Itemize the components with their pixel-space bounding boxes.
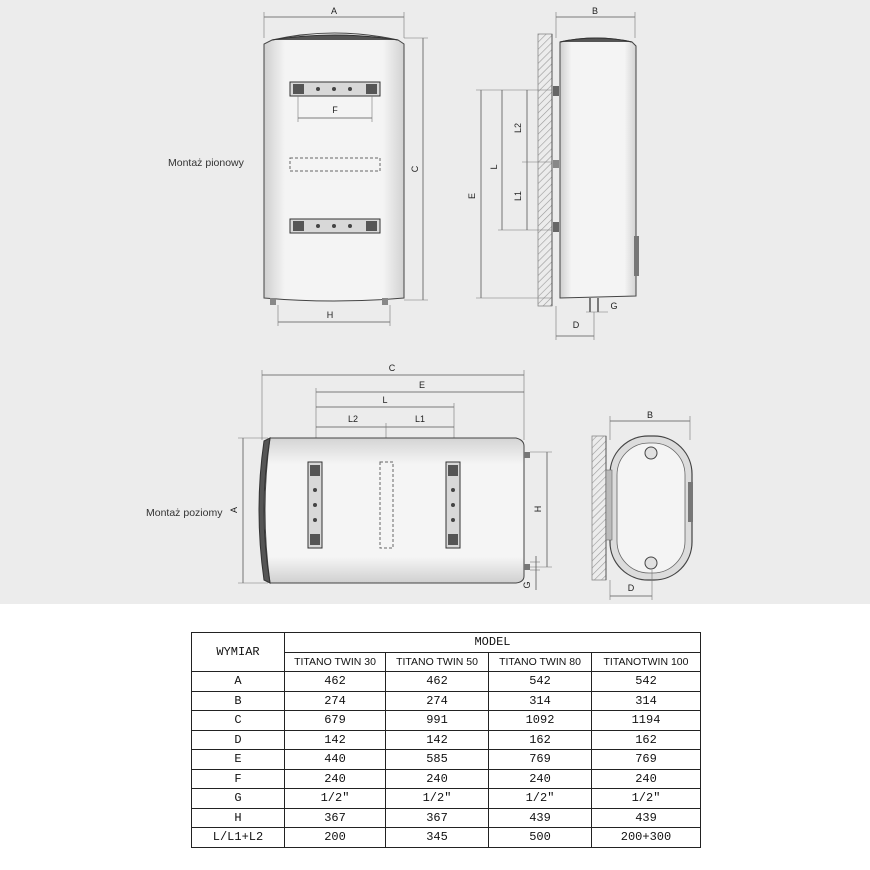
dim-l1-label: L1	[513, 190, 523, 202]
dimension-key: F	[192, 769, 285, 789]
dim-header: WYMIAR	[192, 633, 285, 672]
table-body	[192, 672, 701, 848]
dimension-key: E	[192, 750, 285, 770]
dim-l-label: L	[489, 164, 499, 170]
dimension-value: 274	[285, 691, 386, 711]
dimension-value: 367	[285, 808, 386, 828]
model-name: TITANO TWIN 80	[489, 652, 592, 672]
table-header-row	[192, 633, 701, 653]
dim-d-label: D	[572, 320, 580, 330]
dimension-value: 1194	[592, 711, 701, 731]
dimension-value: 162	[592, 730, 701, 750]
dimension-value: 274	[386, 691, 489, 711]
model-header: MODEL	[285, 633, 701, 653]
table-row	[192, 730, 701, 750]
table-row	[192, 789, 701, 809]
horizontal-side-view	[592, 410, 693, 600]
dim-g-label: G	[610, 301, 618, 311]
dimension-key: L/L1+L2	[192, 828, 285, 848]
dim-h-label: H	[326, 310, 334, 320]
table-row	[192, 828, 701, 848]
dim-e-label: E	[467, 192, 477, 200]
dimension-value: 240	[489, 769, 592, 789]
dimension-value: 200+300	[592, 828, 701, 848]
dimension-key: D	[192, 730, 285, 750]
dimension-value: 1092	[489, 711, 592, 731]
table-row	[192, 711, 701, 731]
dimension-value: 367	[386, 808, 489, 828]
dimension-value: 439	[489, 808, 592, 828]
table-row	[192, 691, 701, 711]
dimension-value: 142	[386, 730, 489, 750]
dim-b-h-label: B	[646, 410, 654, 420]
dim-l1-h-label: L1	[414, 414, 426, 424]
dimension-value: 314	[592, 691, 701, 711]
dimension-value: 345	[386, 828, 489, 848]
dimension-value: 440	[285, 750, 386, 770]
dimension-value: 542	[489, 672, 592, 692]
vertical-side-view	[467, 6, 639, 340]
dimension-value: 142	[285, 730, 386, 750]
dimension-value: 679	[285, 711, 386, 731]
dimension-key: B	[192, 691, 285, 711]
vertical-front-view	[264, 6, 428, 326]
model-name: TITANOTWIN 100	[592, 652, 701, 672]
dimension-value: 240	[285, 769, 386, 789]
horizontal-mount-label: Montaż poziomy	[146, 507, 223, 519]
model-name: TITANO TWIN 50	[386, 652, 489, 672]
dimension-value: 1/2"	[489, 789, 592, 809]
dimension-key: G	[192, 789, 285, 809]
dimension-value: 1/2"	[386, 789, 489, 809]
dim-b-label: B	[591, 6, 599, 16]
table-row	[192, 808, 701, 828]
dim-g-h-label: G	[522, 581, 532, 589]
dimension-value: 162	[489, 730, 592, 750]
dim-c-label: C	[410, 165, 420, 173]
dim-h-h-label: H	[533, 505, 543, 513]
table-row	[192, 750, 701, 770]
dim-a-label: A	[330, 6, 338, 16]
dimension-value: 1/2"	[285, 789, 386, 809]
dim-l2-h-label: L2	[347, 414, 359, 424]
dimension-value: 500	[489, 828, 592, 848]
dim-l2-label: L2	[513, 122, 523, 134]
dimension-value: 542	[592, 672, 701, 692]
dimension-value: 1/2"	[592, 789, 701, 809]
dim-d-h-label: D	[627, 583, 635, 593]
model-name: TITANO TWIN 30	[285, 652, 386, 672]
dimension-value: 439	[592, 808, 701, 828]
horizontal-front-view	[229, 363, 552, 590]
dimension-key: H	[192, 808, 285, 828]
dimension-value: 462	[285, 672, 386, 692]
table-row	[192, 672, 701, 692]
dimension-key: A	[192, 672, 285, 692]
dimension-value: 240	[386, 769, 489, 789]
table-row	[192, 769, 701, 789]
dimension-value: 200	[285, 828, 386, 848]
dimension-value: 769	[489, 750, 592, 770]
dimension-value: 769	[592, 750, 701, 770]
vertical-mount-label: Montaż pionowy	[168, 157, 244, 169]
dim-l-h-label: L	[382, 395, 388, 405]
dimension-value: 240	[592, 769, 701, 789]
dimension-value: 462	[386, 672, 489, 692]
dimension-value: 314	[489, 691, 592, 711]
dimension-value: 585	[386, 750, 489, 770]
dim-f-label: F	[332, 105, 338, 115]
dimensions-table	[191, 632, 701, 848]
dimension-value: 991	[386, 711, 489, 731]
dim-a-h-label: A	[229, 506, 239, 514]
dimension-key: C	[192, 711, 285, 731]
dim-e-h-label: E	[418, 380, 426, 390]
dim-c-h-label: C	[388, 363, 396, 373]
